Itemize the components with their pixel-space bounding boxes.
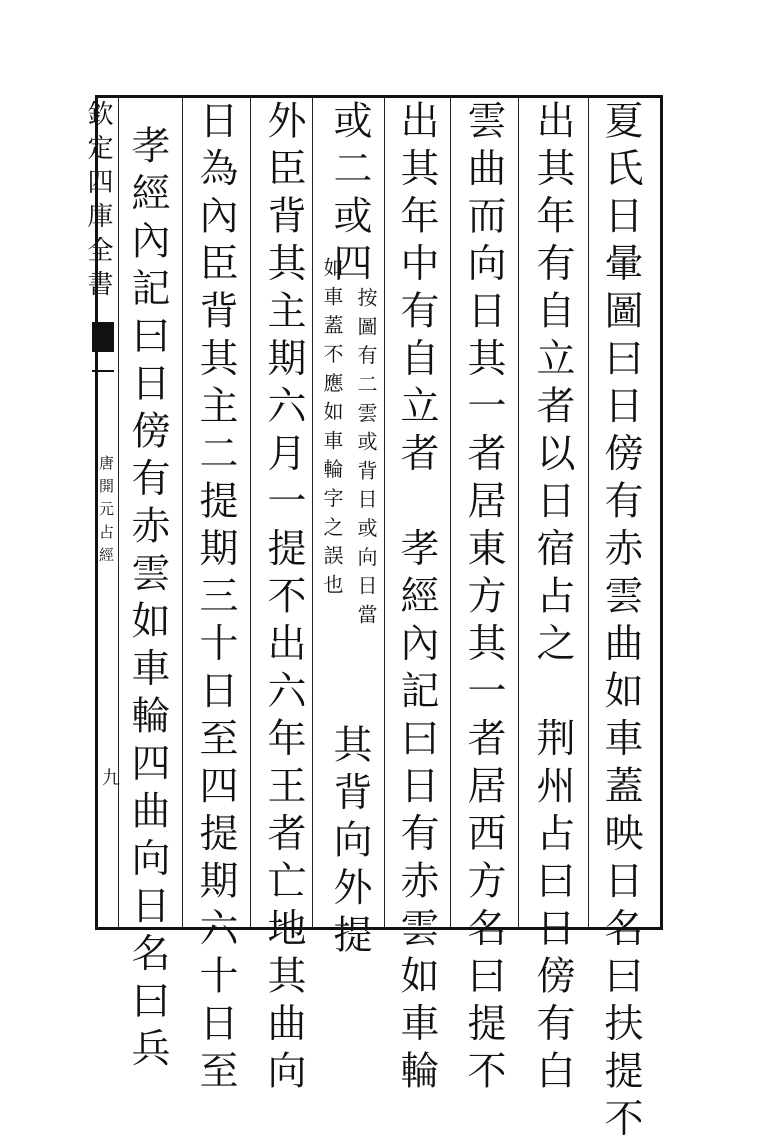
column-rule [518, 98, 519, 927]
column-rule [182, 98, 183, 927]
text-column-5-note-left: 如車蓋不應如車輪字之誤也 [320, 257, 344, 603]
column-rule [450, 98, 451, 927]
text-column-5-main-top: 或二或四 [327, 100, 372, 290]
text-column-5-note-right: 按圖有二雲或背日或向日當 [354, 287, 378, 633]
column-rule [312, 98, 313, 927]
page-border [95, 95, 663, 930]
fishtail-mark [92, 322, 114, 352]
fishtail-line [92, 370, 114, 372]
text-column-2: 出其年有自立者以日宿占之 荆州占曰日傍有白 [530, 100, 575, 1098]
text-column-7: 日為內臣背其主二提期三十日至四提期六十日至 [193, 100, 238, 1098]
text-column-4: 出其年中有自立者 孝經內記曰日有赤雲如車輪 [394, 100, 439, 1098]
column-rule [588, 98, 589, 927]
text-column-8: 孝經內記曰日傍有赤雲如車輪四曲向日名曰兵 [125, 125, 170, 1075]
book-subtitle: 唐開元占經 [97, 455, 115, 570]
text-column-5-main-bottom: 其背向外提 [327, 724, 372, 962]
page-number: 九 [99, 768, 120, 786]
text-column-3: 雲曲而向日其一者居東方其一者居西方名曰提不 [461, 100, 506, 1098]
column-rule [118, 98, 119, 927]
column-rule [250, 98, 251, 927]
text-column-1: 夏氏日暈圖曰日傍有赤雲曲如車蓋映日名曰扶提不 [598, 100, 643, 1145]
book-title: 欽定四庫全書 [83, 100, 113, 304]
column-rule [384, 98, 385, 927]
text-column-6: 外臣背其主期六月一提不出六年王者亡地其曲向 [261, 100, 306, 1098]
